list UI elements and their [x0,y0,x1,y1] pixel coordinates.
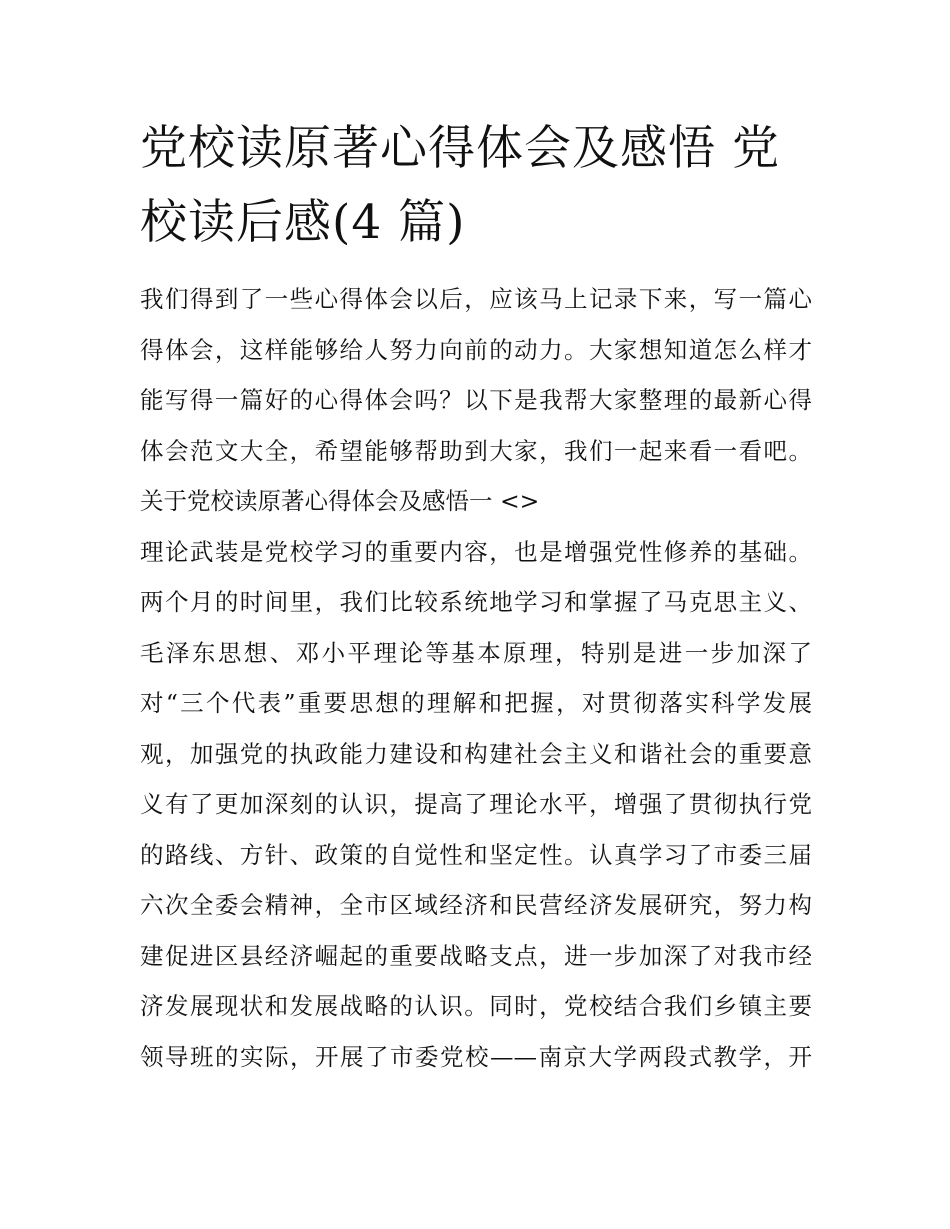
paragraph-line: 六次全委会精神，全市区域经济和民营经济发展研究，努力构 [140,891,812,919]
paragraph-line: 毛泽东思想、邓小平理论等基本原理，特别是进一步加深了 [140,638,812,667]
intro-line: 体会范文大全，希望能够帮助到大家，我们一起来看一看吧。 [140,436,812,465]
paragraph-line: 对“三个代表”重要思想的理解和把握，对贯彻落实科学发展 [140,689,812,717]
intro-line: 能写得一篇好的心得体会吗？以下是我帮大家整理的最新心得 [140,386,812,414]
document-page [140,112,812,1082]
intro-line: 得体会，这样能够给人努力向前的动力。大家想知道怎么样才 [140,335,812,364]
paragraph-line: 观，加强党的执政能力建设和构建社会主义和谐社会的重要意 [140,739,812,768]
title-line-2: 校读后感(4 篇) [140,195,466,250]
title-line-1: 党校读原著心得体会及感悟 党 [140,121,780,176]
section-heading: 关于党校读原著心得体会及感悟一 <> [140,487,540,515]
paragraph-line: 领导班的实际，开展了市委党校——南京大学两段式教学，开 [140,1042,812,1071]
document-title [140,112,812,260]
paragraph-line: 济发展现状和发展战略的认识。同时，党校结合我们乡镇主要 [140,992,812,1020]
body-paragraph [140,527,812,1083]
paragraph-line: 建促进区县经济崛起的重要战略支点，进一步加深了对我市经 [140,941,812,970]
document-body [140,274,812,1082]
intro-line: 我们得到了一些心得体会以后，应该马上记录下来，写一篇心 [140,285,812,313]
paragraph-line: 理论武装是党校学习的重要内容，也是增强党性修养的基础。 [140,537,812,566]
paragraph-line: 的路线、方针、政策的自觉性和坚定性。认真学习了市委三届 [140,840,812,869]
paragraph-line: 义有了更加深刻的认识，提高了理论水平，增强了贯彻执行党 [140,790,812,818]
paragraph-line: 两个月的时间里，我们比较系统地学习和掌握了马克思主义、 [140,588,812,616]
intro-paragraph [140,274,812,476]
